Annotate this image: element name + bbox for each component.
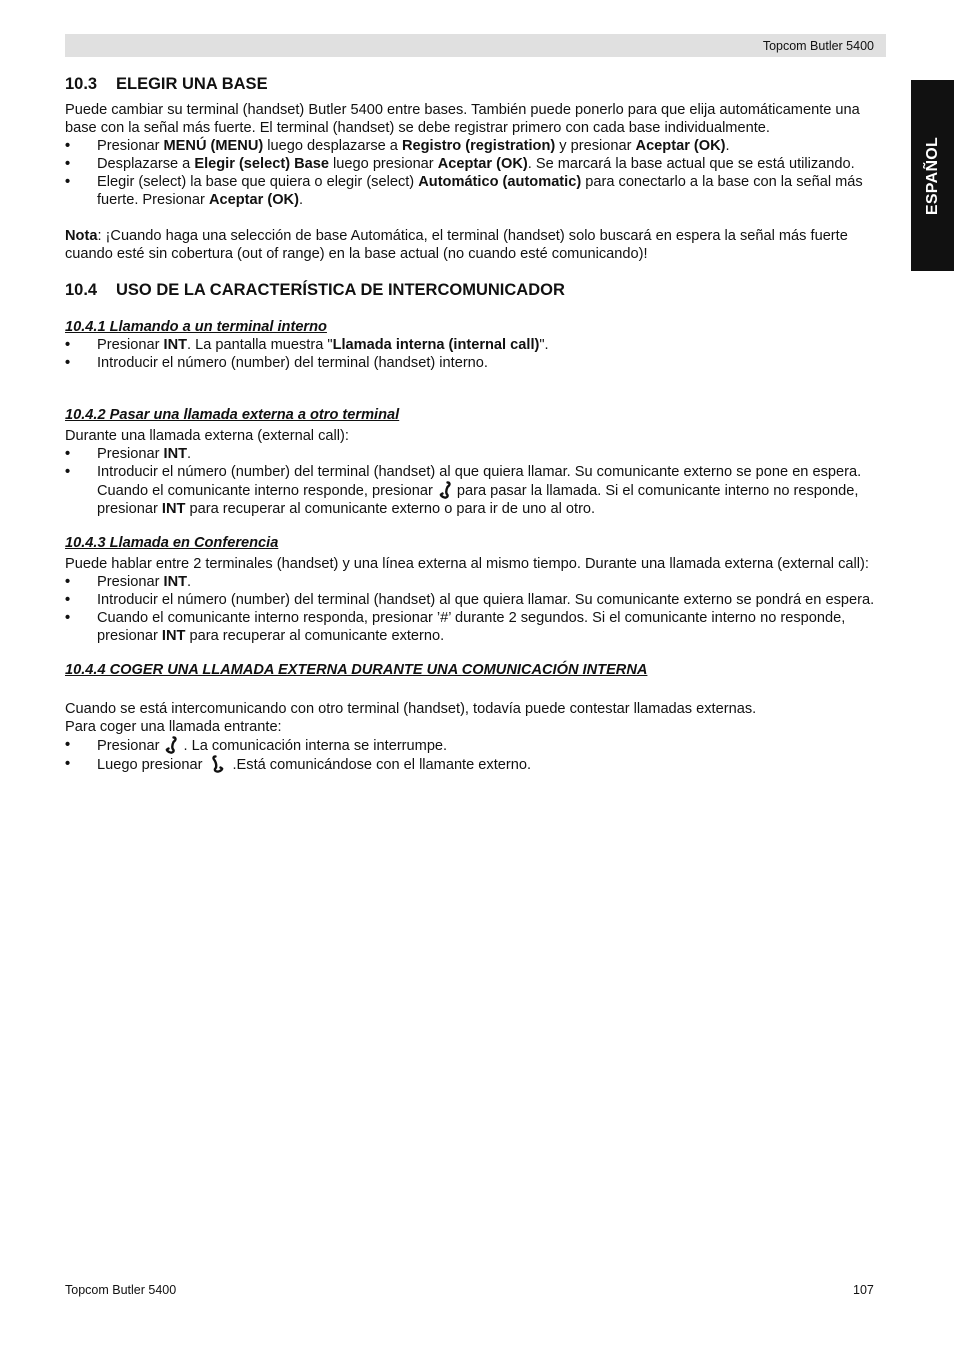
list-item: • Presionar INT. La pantalla muestra "Llamada interna (internal call)". bbox=[65, 336, 889, 354]
subsection-10-4-4-intro-2: Para coger una llamada entrante: bbox=[65, 719, 282, 735]
language-tab bbox=[911, 80, 954, 271]
subsection-10-4-3-list bbox=[65, 573, 889, 645]
list-item: • Desplazarse a Elegir (select) Base luego presionar Aceptar (OK). Se marcará la base actual que se está utilizando. bbox=[65, 155, 889, 173]
section-heading-10-3: 10.3 ELEGIR UNA BASE bbox=[65, 75, 268, 93]
subsection-10-4-4-list bbox=[65, 736, 889, 774]
list-item: • Presionar . La comunicación interna se interrumpe. bbox=[65, 736, 889, 755]
list-item: • Luego presionar .Está comunicándose con el llamante externo. bbox=[65, 755, 889, 774]
section-heading-10-4: 10.4 USO DE LA CARACTERÍSTICA DE INTERCOMUNICADOR bbox=[65, 281, 565, 299]
list-item: • Cuando el comunicante interno responda, presionar ’#’ durante 2 segundos. Si el comunicante interno no responde, presionar INT para recuperar al comunicante externo. bbox=[65, 609, 889, 645]
page-content bbox=[65, 73, 889, 774]
subsection-10-4-2-list bbox=[65, 445, 889, 518]
phone-off-hook-icon bbox=[210, 755, 226, 773]
phone-handset-icon bbox=[163, 736, 179, 754]
list-item: • Introducir el número (number) del terminal (handset) al que quiera llamar. Su comunicante externo se pone en espera. Cuando el comunicante interno responde, presionar para pasar la llamada. Si el comunicante interno no responde, presionar INT para recuperar al comunicante externo o para ir de uno al otro. bbox=[65, 463, 889, 518]
subsection-10-4-2-intro: Durante una llamada externa (external call): bbox=[65, 428, 349, 444]
phone-handset-icon bbox=[437, 481, 453, 499]
subsection-heading-10-4-4: 10.4.4 COGER UNA LLAMADA EXTERNA DURANTE UNA COMUNICACIÓN INTERNA bbox=[65, 662, 648, 678]
list-item: • Presionar INT. bbox=[65, 573, 889, 591]
subsection-10-4-1-list bbox=[65, 336, 889, 372]
footer-title: Topcom Butler 5400 bbox=[65, 1283, 177, 1297]
subsection-heading-10-4-3: 10.4.3 Llamada en Conferencia bbox=[65, 535, 279, 551]
subsection-10-4-4-intro: Cuando se está intercomunicando con otro terminal (handset), todavía puede contestar llamadas externas. bbox=[65, 701, 757, 717]
language-tab-label: ESPAÑOL bbox=[923, 136, 941, 215]
list-item: • Presionar MENÚ (MENU) luego desplazarse a Registro (registration) y presionar Aceptar (OK). bbox=[65, 137, 889, 155]
section-10-3-intro: Puede cambiar su terminal (handset) Butler 5400 entre bases. También puede ponerlo para que elija automáticamente una base con la señal más fuerte. El terminal (handset) se debe registrar primero con cada base individualmente. bbox=[65, 102, 860, 136]
list-item: • Elegir (select) la base que quiera o elegir (select) Automático (automatic) para conectarlo a la base con la señal más fuerte. Presionar Aceptar (OK). bbox=[65, 173, 889, 209]
section-10-3-list bbox=[65, 137, 889, 209]
header-title: Topcom Butler 5400 bbox=[762, 39, 874, 53]
list-item: • Introducir el número (number) del terminal (handset) al que quiera llamar. Su comunicante externo se pondrá en espera. bbox=[65, 591, 889, 609]
list-item: • Introducir el número (number) del terminal (handset) interno. bbox=[65, 354, 889, 372]
section-10-3-note: Nota: ¡Cuando haga una selección de base Automática, el terminal (handset) solo buscará en espera la señal más fuerte cuando esté sin cobertura (out of range) en la base actual (no cuando esté comunicando)! bbox=[65, 228, 848, 262]
list-item: • Presionar INT. bbox=[65, 445, 889, 463]
subsection-10-4-3-intro: Puede hablar entre 2 terminales (handset) y una línea externa al mismo tiempo. Durante una llamada externa (external call): bbox=[65, 556, 869, 572]
subsection-heading-10-4-1: 10.4.1 Llamando a un terminal interno bbox=[65, 319, 327, 335]
page-number: 107 bbox=[853, 1283, 874, 1297]
header-bar bbox=[65, 34, 886, 57]
subsection-heading-10-4-2: 10.4.2 Pasar una llamada externa a otro terminal bbox=[65, 407, 400, 423]
